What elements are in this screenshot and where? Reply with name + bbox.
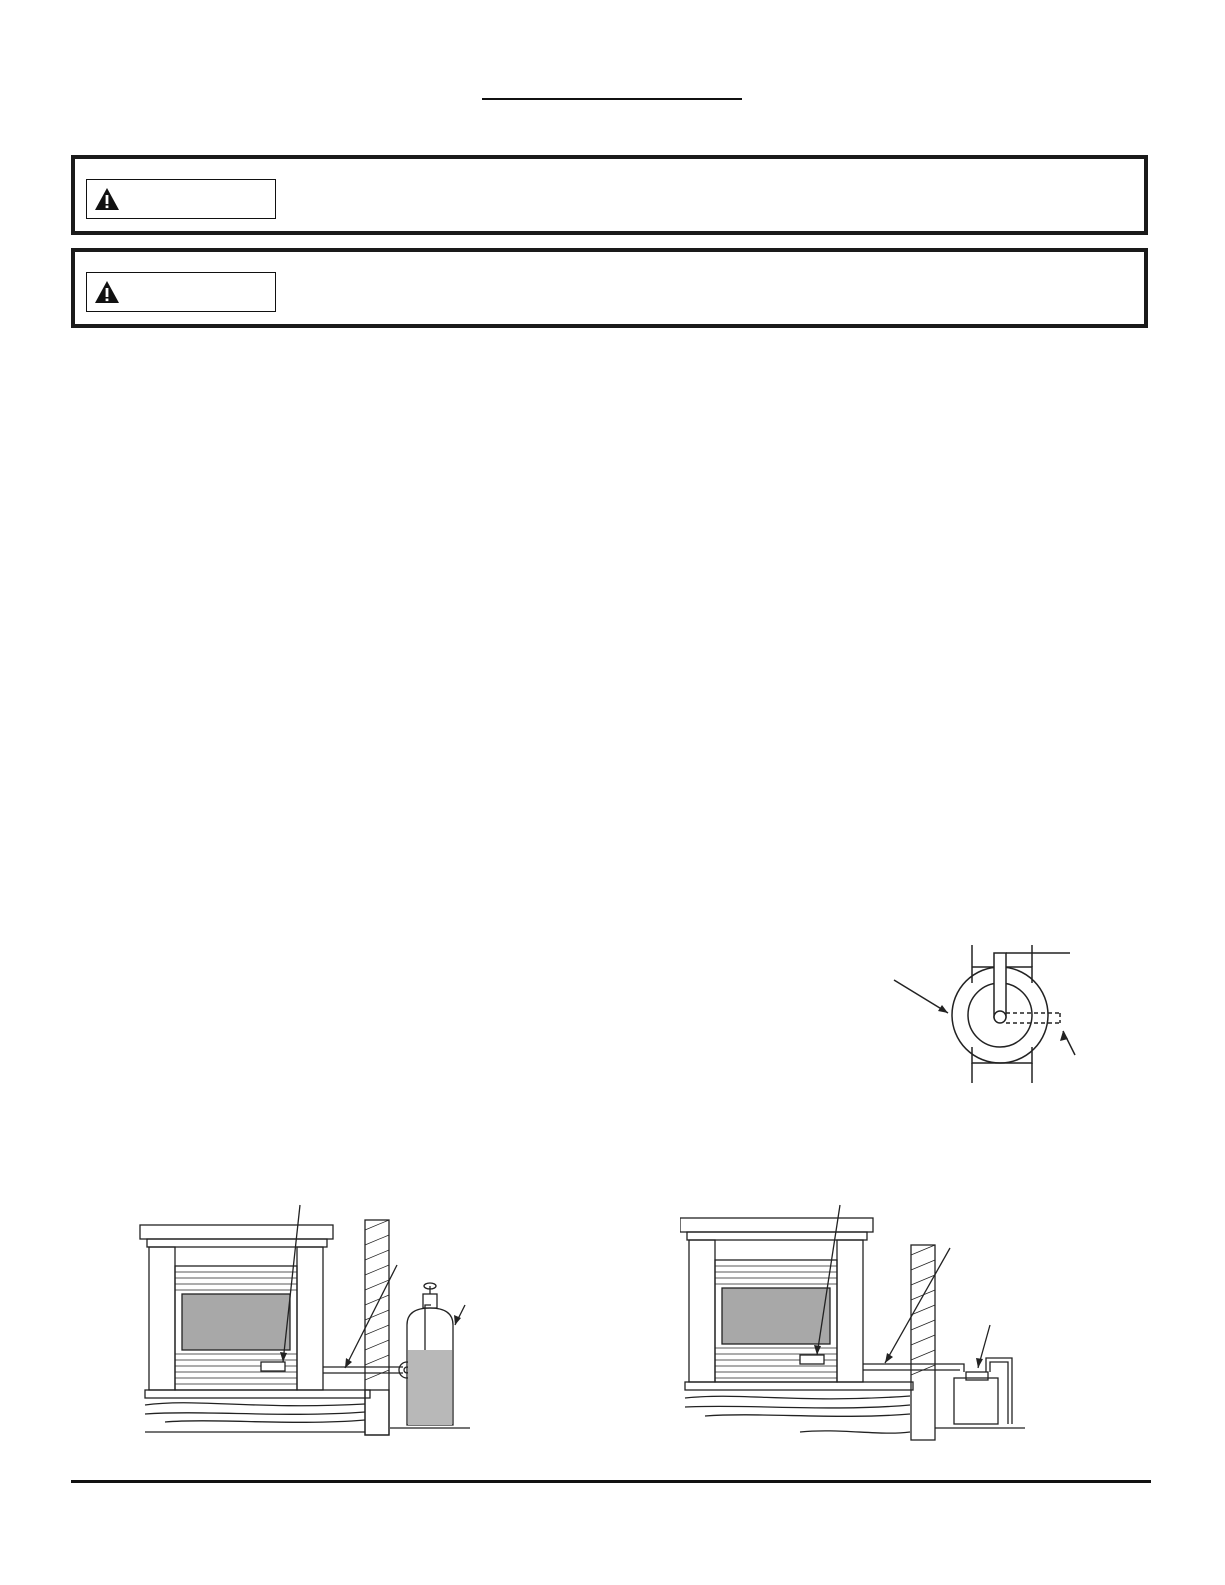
propane-tank-installation-figure xyxy=(135,1200,505,1460)
gas-valve-figure xyxy=(870,935,1150,1100)
warning-box-2 xyxy=(71,248,1148,328)
natural-gas-meter-installation-figure xyxy=(680,1200,1050,1460)
warning-box-1 xyxy=(71,155,1148,235)
warning-triangle-icon xyxy=(94,187,120,211)
footer-rule xyxy=(71,1480,1151,1483)
warning-label-2 xyxy=(86,272,276,312)
page-title-underline xyxy=(482,98,742,100)
warning-label-1 xyxy=(86,179,276,219)
warning-triangle-icon xyxy=(94,280,120,304)
